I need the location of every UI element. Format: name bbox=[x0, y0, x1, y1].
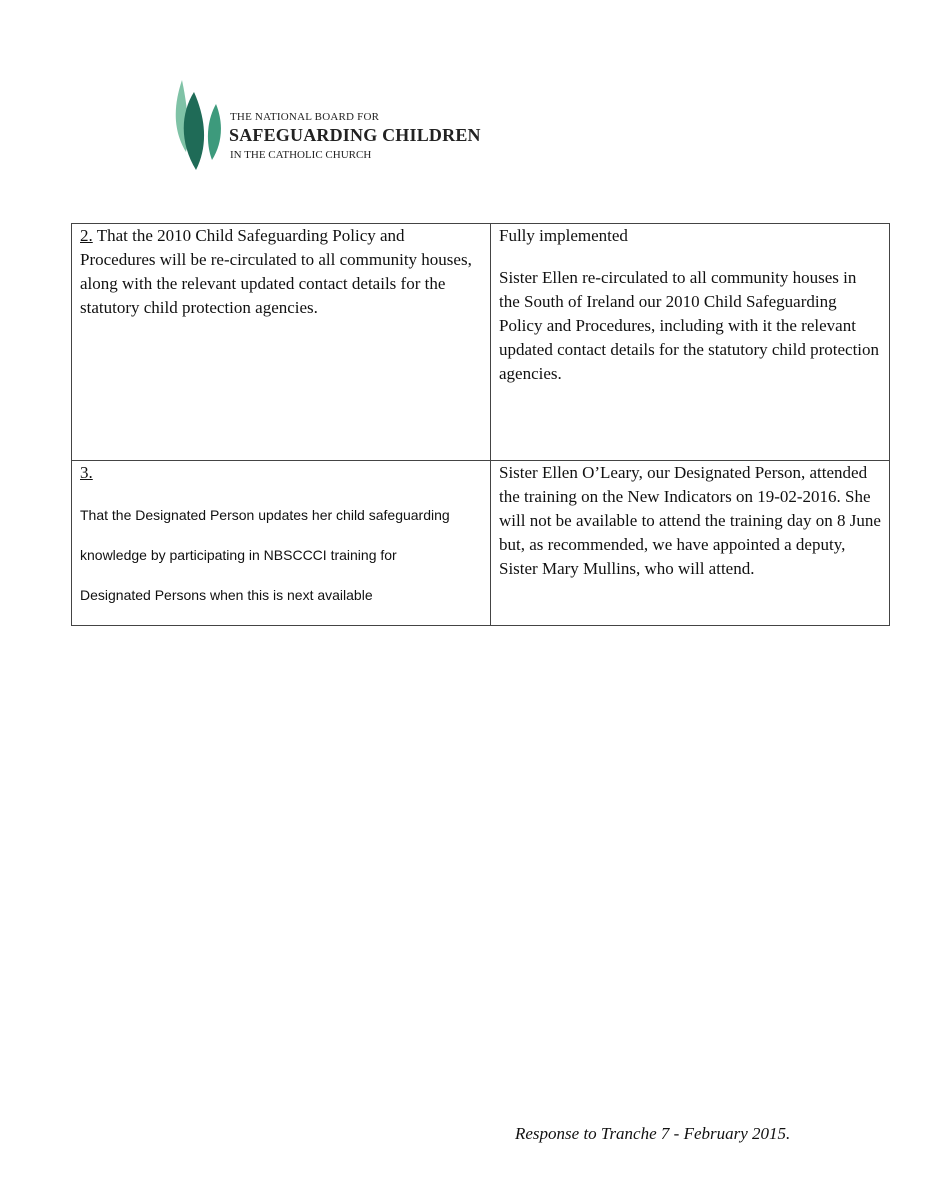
recommendations-table bbox=[71, 223, 890, 626]
response-text: Sister Ellen re-circulated to all community houses in the South of Ireland our 2010 Child Safeguarding Policy and Procedures, including with it the relevant updated contact details for the statutory child protection agencies. bbox=[499, 268, 880, 383]
recommendation-line: That the Designated Person updates her child safeguarding bbox=[80, 507, 450, 523]
recommendation-line: Designated Persons when this is next available bbox=[80, 587, 373, 603]
recommendation-cell bbox=[72, 224, 491, 461]
table-row bbox=[72, 461, 890, 626]
recommendation-line: knowledge by participating in NBSCCCI training for bbox=[80, 547, 397, 563]
status-text: Fully implemented bbox=[499, 226, 628, 245]
nbsccc-logo bbox=[172, 74, 502, 174]
logo-line-3: IN THE CATHOLIC CHURCH bbox=[230, 149, 372, 161]
response-text: Sister Ellen O’Leary, our Designated Person, attended the training on the New Indicators on 19-02-2016. She will not be available to attend the training day on 8 June but, as recommended, we have appointed a deputy, Sister Mary Mullins, who will attend. bbox=[499, 463, 881, 578]
recommendation-cell bbox=[72, 461, 491, 626]
recommendation-number: 3. bbox=[80, 463, 93, 482]
response-cell bbox=[491, 224, 890, 461]
logo-line-1: THE NATIONAL BOARD FOR bbox=[230, 111, 380, 123]
flame-leaf-icon bbox=[172, 74, 224, 172]
logo-line-2: SAFEGUARDING CHILDREN bbox=[229, 125, 481, 145]
response-cell bbox=[491, 461, 890, 626]
recommendation-number: 2. bbox=[80, 226, 93, 245]
page-footer: Response to Tranche 7 - February 2015. bbox=[515, 1124, 791, 1143]
table-row bbox=[72, 224, 890, 461]
recommendation-text: That the 2010 Child Safeguarding Policy and Procedures will be re-circulated to all community houses, along with the relevant updated contact details for the statutory child protection agencies. bbox=[80, 226, 472, 317]
